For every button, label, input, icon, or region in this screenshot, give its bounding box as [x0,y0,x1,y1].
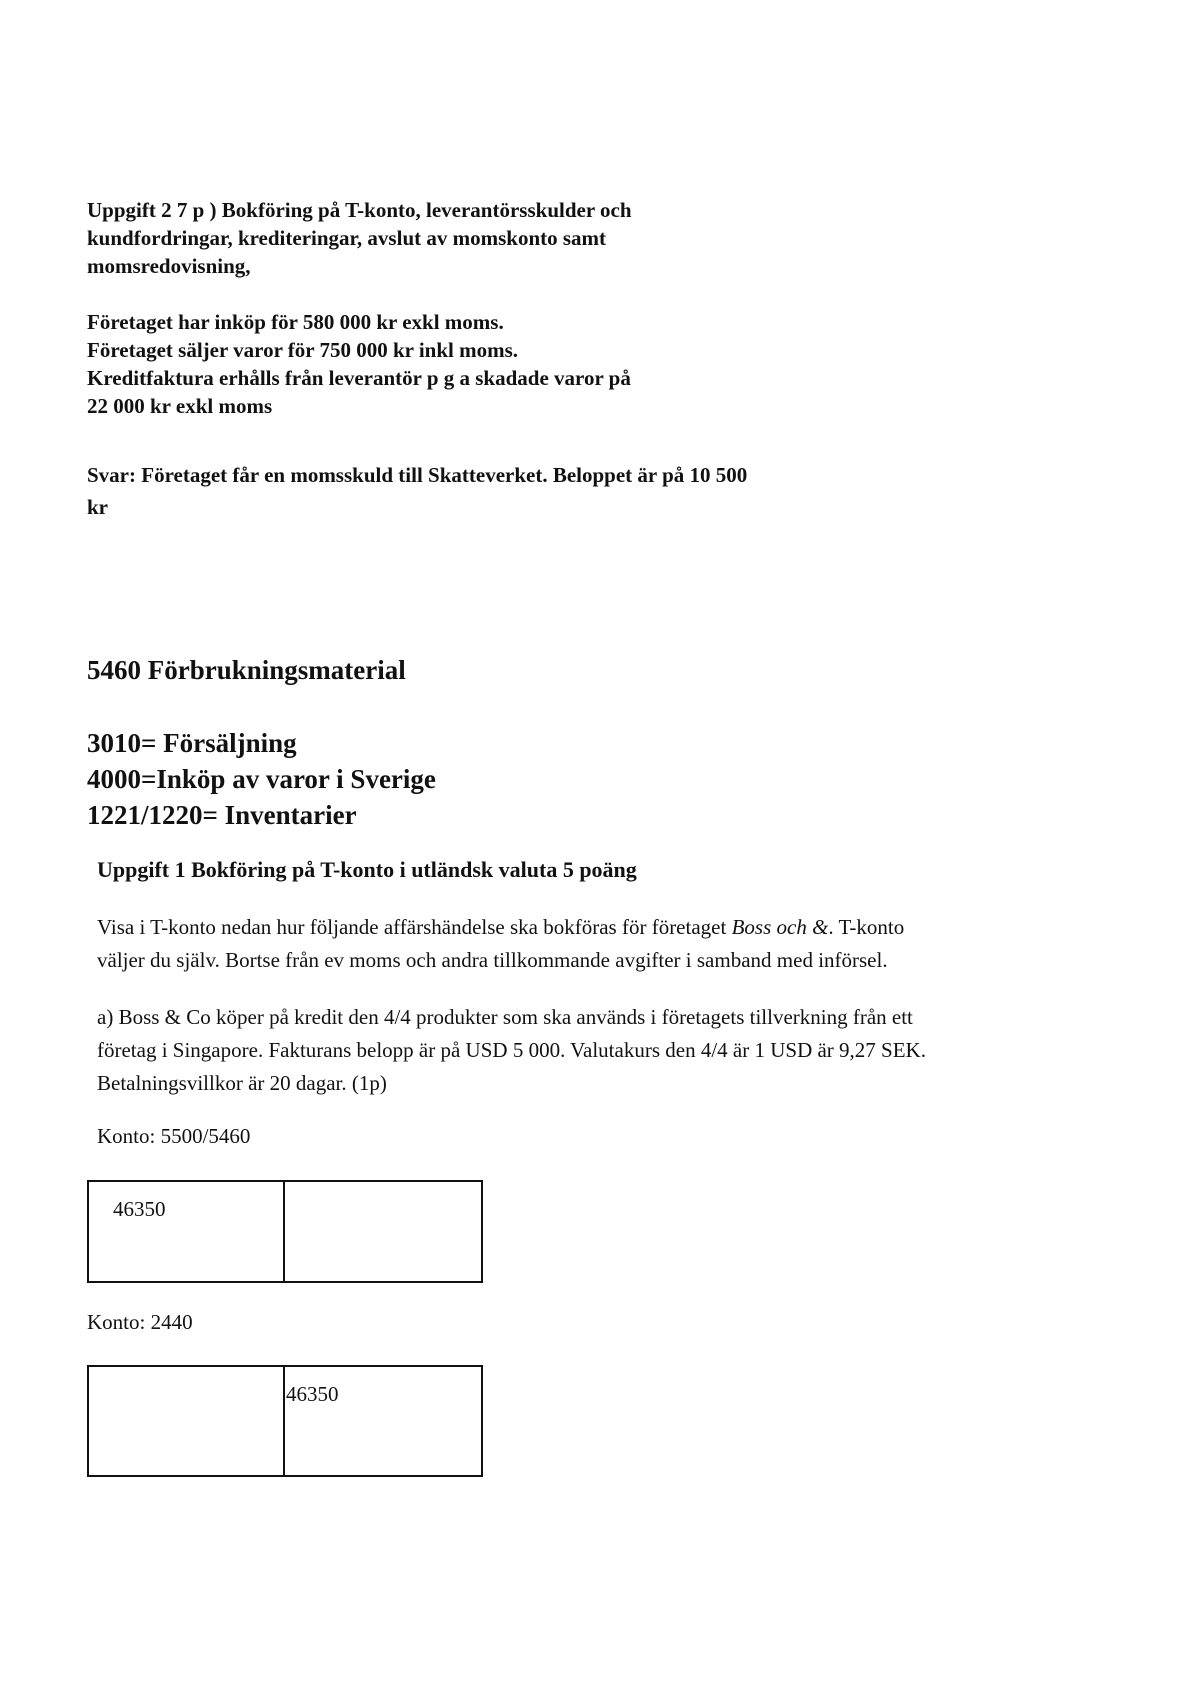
fact-line: Företaget säljer varor för 750 000 kr inkl moms. [87,338,519,362]
t-account-box [87,1365,483,1477]
part-a-line: Betalningsvillkor är 20 dagar. (1p) [97,1071,387,1095]
intro-line: Visa i T-konto nedan hur följande affärshändelse ska bokföras för företaget Boss och &. T-konto [97,915,905,939]
t-account-credit: 46350 [286,1382,339,1406]
answer-line: kr [87,495,108,519]
account-item: 1221/1220= Inventarier [87,800,357,830]
uppgift1-intro [97,911,1157,977]
part-a-line: företag i Singapore. Fakturans belopp är på USD 5 000. Valutakurs den 4/4 är 1 USD är 9,27 SEK. [97,1038,926,1062]
intro-line: väljer du själv. Bortse från ev moms och andra tillkommande avgifter i samband med införsel. [97,948,888,972]
company-name: Boss och & [731,915,829,939]
t-account-divider [283,1367,285,1475]
account-item: 4000=Inköp av varor i Sverige [87,764,436,794]
part-a-line: a) Boss & Co köper på kredit den 4/4 produkter som ska används i företagets tillverkning från ett [97,1005,913,1029]
fact-line: Företaget har inköp för 580 000 kr exkl moms. [87,310,504,334]
uppgift2-facts [87,308,1087,420]
t-account-debit: 46350 [113,1197,166,1221]
uppgift2-answer [87,459,1087,523]
heading-line: Uppgift 2 7 p ) Bokföring på T-konto, leverantörsskulder och [87,198,632,222]
fact-line: 22 000 kr exkl moms [87,394,273,418]
fact-line: Kreditfaktura erhålls från leverantör p g a skadade varor på [87,366,631,390]
t-account-label: Konto: 5500/5460 [97,1124,251,1148]
t-account-box [87,1180,483,1283]
heading-line: kundfordringar, krediteringar, avslut av momskonto samt [87,226,607,250]
uppgift1-part-a [97,1001,1177,1100]
t-account-divider [283,1182,285,1281]
answer-line: Svar: Företaget får en momsskuld till Skatteverket. Beloppet är på 10 500 [87,463,748,487]
accounts-list [87,725,987,833]
uppgift2-heading [87,196,1087,280]
uppgift1-heading: Uppgift 1 Bokföring på T-konto i utländsk valuta 5 poäng [97,857,637,882]
t-account-label: Konto: 2440 [87,1310,193,1334]
accounts-title: 5460 Förbrukningsmaterial [87,655,406,685]
account-item: 3010= Försäljning [87,728,297,758]
heading-line: momsredovisning, [87,254,251,278]
